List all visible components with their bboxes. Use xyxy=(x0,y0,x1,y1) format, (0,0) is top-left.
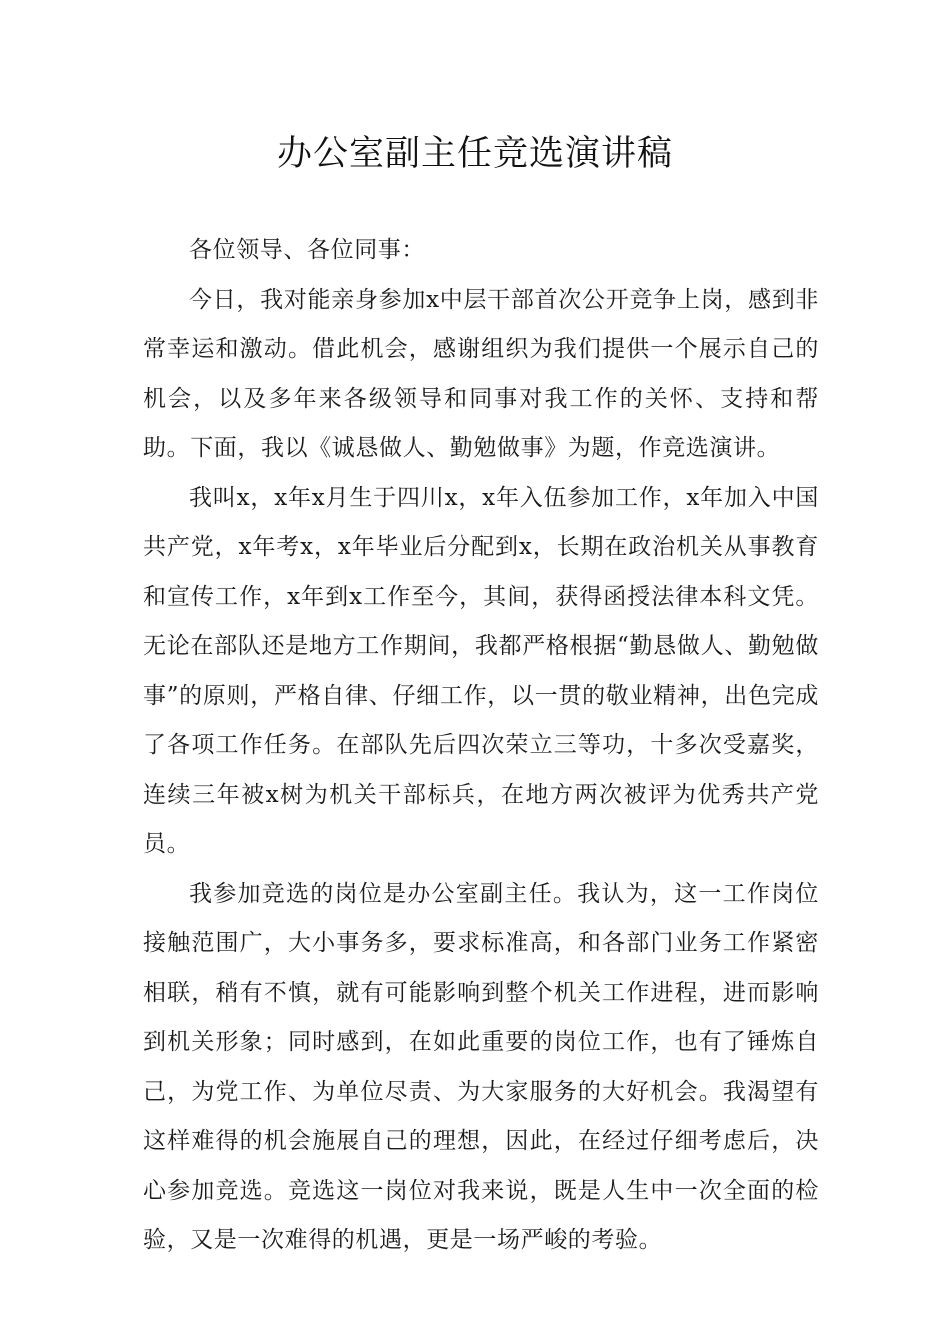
salutation: 各位领导、各位同事： xyxy=(189,237,425,263)
document-title: 办公室副主任竞选演讲稿 xyxy=(276,134,673,174)
document-body xyxy=(143,226,819,1266)
paragraph-background: 我叫x，x年x月生于四川x，x年入伍参加工作，x年加入中国共产党，x年考x，x年毕业后分配到x，长期在政治机关从事教育和宣传工作，x年到x工作至今，其间，获得函授法律本科文凭。无论在部队还是地方工作期间，我都严格根据“勤恳做人、勤勉做事”的原则，严格自律、仔细工作，以一贯的敬业精神，出色完成了各项工作任务。在部队先后四次荣立三等功，十多次受嘉奖，连续三年被x树为机关干部标兵，在地方两次被评为优秀共产党员。 xyxy=(143,484,819,857)
paragraph-opening: 今日，我对能亲身参加x中层干部首次公开竞争上岗，感到非常幸运和激动。借此机会，感谢组织为我们提供一个展示自己的机会，以及多年来各级领导和同事对我工作的关怀、支持和帮助。下面，我以《诚恳做人、勤勉做事》为题，作竞选演讲。 xyxy=(143,286,819,461)
paragraph-position: 我参加竞选的岗位是办公室副主任。我认为，这一工作岗位接触范围广，大小事务多，要求标准高，和各部门业务工作紧密相联，稍有不慎，就有可能影响到整个机关工作进程，进而影响到机关形象；同时感到，在如此重要的岗位工作，也有了锤炼自己，为党工作、为单位尽责、为大家服务的大好机会。我渴望有这样难得的机会施展自己的理想，因此，在经过仔细考虑后，决心参加竞选。竞选这一岗位对我来说，既是人生中一次全面的检验，又是一次难得的机遇，更是一场严峻的考验。 xyxy=(143,880,819,1253)
